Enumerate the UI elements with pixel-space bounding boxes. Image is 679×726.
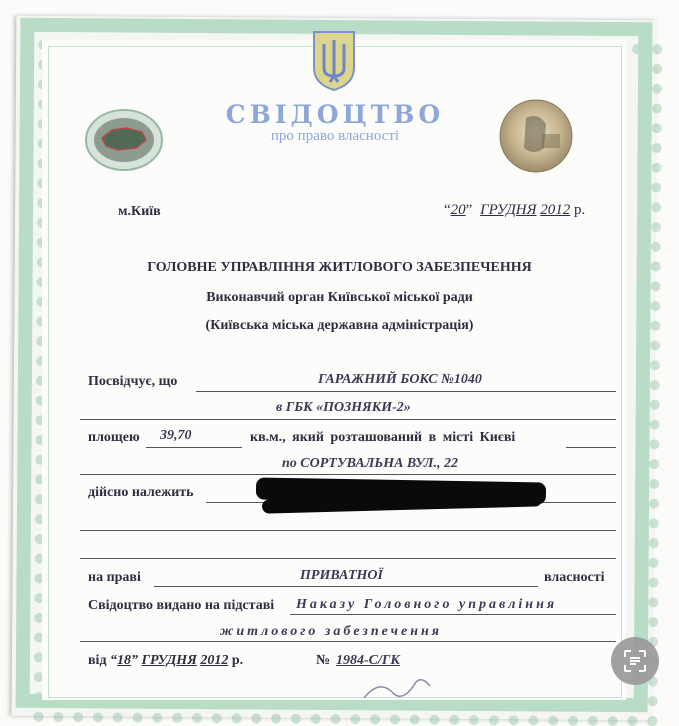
right-suffix: власності xyxy=(544,570,605,585)
rule xyxy=(290,614,616,615)
date-quote-open: “ xyxy=(110,653,118,668)
issuer-body: Виконавчий орган Київської міської ради xyxy=(206,290,473,305)
date-day: 20 xyxy=(450,202,466,218)
issue-date xyxy=(444,202,585,219)
owner-label: дійсно належить xyxy=(88,485,194,500)
area-label: площею xyxy=(88,430,140,445)
order-number: 1984-С/ГК xyxy=(336,653,400,668)
right-type: ПРИВАТНОЇ xyxy=(300,568,383,583)
area-value: 39,70 xyxy=(160,428,192,443)
text-scan-icon xyxy=(611,637,659,685)
order-year-suffix: р. xyxy=(231,653,244,668)
ukraine-map-rosette-icon xyxy=(84,108,164,172)
rule xyxy=(146,447,242,448)
object-name: ГАРАЖНИЙ БОКС №1040 xyxy=(318,372,482,387)
rule xyxy=(80,641,616,642)
order-from-label: від xyxy=(88,653,107,668)
area-text: кв.м., який розташований в місті Києві xyxy=(250,430,516,445)
address: по СОРТУВАЛЬНА ВУЛ., 22 xyxy=(282,456,459,471)
basis-line-2: житлового забезпечення xyxy=(220,624,443,639)
issuer-name: ГОЛОВНЕ УПРАВЛІННЯ ЖИТЛОВОГО ЗАБЕЗПЕЧЕННЯ xyxy=(147,260,532,275)
date-year: 2012 xyxy=(540,202,571,218)
date-quote-close: ” xyxy=(131,653,139,668)
rule xyxy=(80,558,616,559)
date-month: ГРУДНЯ xyxy=(480,202,537,218)
order-date xyxy=(88,653,243,669)
order-day: 18 xyxy=(117,653,132,668)
document-title: СВІДОЦТВО xyxy=(225,100,445,129)
rule xyxy=(80,419,616,420)
signature-icon xyxy=(360,672,440,702)
rule xyxy=(80,530,616,531)
date-suffix: р. xyxy=(573,202,586,218)
rule xyxy=(80,474,616,475)
rule xyxy=(566,447,616,448)
text-scan-button[interactable] xyxy=(611,637,659,685)
document-subtitle: про право власності xyxy=(270,128,400,144)
place: м.Київ xyxy=(118,204,161,219)
date-quote-open: “ xyxy=(444,202,451,218)
rule xyxy=(196,391,616,392)
certifies-label: Посвідчує, що xyxy=(88,374,178,389)
hologram-seal-icon xyxy=(498,98,574,174)
rule xyxy=(154,586,538,587)
order-year: 2012 xyxy=(200,653,229,668)
order-number-label: № xyxy=(316,653,331,668)
issuer-administration: (Київська міська державна адміністрація) xyxy=(205,318,474,333)
object-cooperative: в ГБК «ПОЗНЯКИ-2» xyxy=(276,400,411,415)
date-quote-close: ” xyxy=(465,202,473,218)
basis-line-1: Наказу Головного управління xyxy=(296,597,558,612)
basis-label: Свідоцтво видано на підставі xyxy=(88,598,275,613)
right-label: на праві xyxy=(88,570,141,585)
order-month: ГРУДНЯ xyxy=(141,653,197,668)
trident-coat-of-arms-icon xyxy=(310,28,358,92)
